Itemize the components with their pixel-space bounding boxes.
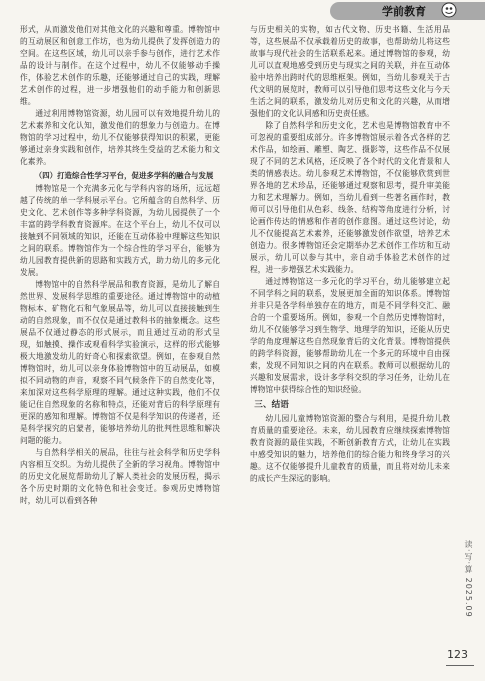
paragraph: 与自然科学相关的展品，往往与社会科学和历史学科内容相互交织。为幼儿提供了全新的学习视角。博物馆中的历史文化展览帮助幼儿了解人类社会的发展历程，揭示各个历史时期的文化特色和社会变迁。参观历史博物馆时，幼儿可以看到各种 bbox=[20, 448, 220, 505]
paragraph: 博物馆是一个充满多元化与学科内容的场所，远远超越了传统的单一学科展示平台。它所蕴含的自然科学、历史文化、艺术创作等多种学科资源，为幼儿园提供了一个丰富的跨学科教育资源库。在这个平台上，幼儿不仅可以接触到不同领域的知识，还能在互动体验中理解这些知识之间的联系。博物馆作为一个综合性的学习平台，能够为幼儿园教育提供新的思路和实践方式，助力幼儿的多元化发展。 bbox=[20, 184, 220, 277]
header-title: 学前教育 bbox=[382, 5, 426, 18]
journal-issue-label: 读·写·算 2025.09 bbox=[464, 540, 473, 618]
paragraph: 通过利用博物馆资源，幼儿园可以有效地提升幼儿的艺术素养和文化认知，激发他们的想象力与创造力。在博物馆的学习过程中，幼儿不仅能够获得知识的积累，更能够通过亲身实践和创作，培养其终生受益的艺术能力和文化素养。 bbox=[20, 109, 220, 166]
page-header bbox=[0, 0, 485, 22]
paragraph: 与历史相关的实物，如古代文物、历史书籍、生活用品等，这些展品不仅承载着历史的故事，也帮助幼儿将这些故事与现代社会的生活联系起来。通过博物馆的参观，幼儿可以直观地感受到历史与现实之间的关联，并在互动体验中培养出跨时代的思维框架。例如，当幼儿参观关于古代文明的展览时，教师可以引导他们思考这些文化与今天生活之间的联系，激发幼儿对历史和文化的兴趣，从而增强他们的文化认同感和历史责任感。 bbox=[250, 25, 450, 118]
paragraph: 形式，从而激发他们对其他文化的兴趣和尊重。博物馆中的互动展区和创意工作坊，也为幼儿提供了发挥创造力的空间。在这些区域，幼儿可以亲手参与创作，进行艺术作品的设计与制作。在这个过程中，幼儿不仅能够动手操作，体验艺术创作的乐趣，还能够通过自己的实践，理解艺术创作的过程，进一步增强他们的动手能力和创新思维。 bbox=[20, 25, 220, 106]
section-heading: 三、结语 bbox=[254, 400, 289, 410]
paragraph: 博物馆中的自然科学展品和教育资源，是幼儿了解自然世界、发展科学思维的重要途径。通过博物馆中的动植物标本、矿物化石和气象展品等，幼儿可以直接接触到生动的自然现象，而不仅仅是通过教科书的抽象概念。这些展品不仅通过静态的形式展示，而且通过互动的形式呈现，如触摸、操作或观看科学实验演示，这样的形式能够极大地激发幼儿的好奇心和探索欲望。例如，在参观自然博物馆时，幼儿可以亲身体验博物馆中的互动展品，如模拟不同动物的声音，观察不同气候条件下的自然变化等，来加深对这些科学原理的理解。通过这种实践，他们不仅能记住自然现象的名称和特点，还能对背后的科学原理有更深的感知和理解。博物馆不仅是科学知识的传递者，还是科学探究的启蒙者，能够培养幼儿的批判性思维和解决问题的能力。 bbox=[20, 280, 220, 445]
paragraph: 除了自然科学和历史文化，艺术也是博物馆教育中不可忽视的重要组成部分。许多博物馆展示着各式各样的艺术作品，如绘画、雕塑、陶艺、摄影等，这些作品不仅展现了不同的艺术风格，还反映了各个时代的文化背景和人类的情感表达。幼儿参观艺术博物馆，不仅能够欣赏到世界各地的艺术珍品，还能够通过观察和思考，提升审美能力和艺术理解力。例如，当幼儿看到一些著名画作时，教师可以引导他们从色彩、线条、结构等角度进行分析，讨论画作传达的情感和作者的创作意图。通过这些讨论，幼儿不仅能提高艺术素养，还能够激发创作欲望，培养艺术创造力。很多博物馆还会定期举办艺术创作工作坊和互动展示，幼儿可以参与其中，亲自动手体验艺术创作的过程，进一步增强艺术实践能力。 bbox=[250, 121, 450, 274]
right-column bbox=[250, 24, 450, 485]
subsection-heading: （四）打造综合性学习平台，促进多学科的融合与发展 bbox=[34, 171, 214, 180]
page-number-rule bbox=[446, 665, 474, 666]
left-column bbox=[20, 24, 220, 507]
paragraph: 通过博物馆这一多元化的学习平台，幼儿能够建立起不同学科之间的联系，发展更加全面的知识体系。博物馆并非只是各学科单独存在的地方，而是不同学科交汇、融合的一个重要场所。例如，参观一个自然历史博物馆时，幼儿不仅能够学习到生物学、地理学的知识，还能从历史学的角度理解这些自然现象背后的文化背景。博物馆提供的跨学科资源，能够帮助幼儿在一个多元的环境中自由探索，发现不同知识之间的内在联系。教师可以根据幼儿的兴趣和发展需求，设计多学科交织的学习任务，让幼儿在博物馆中获得综合性的知识经验。 bbox=[250, 277, 450, 394]
paragraph: 幼儿园儿童博物馆资源的整合与利用，是提升幼儿教育质量的重要途径。未来，幼儿园教育应继续探索博物馆教育资源的最佳实践，不断创新教育方式，让幼儿在实践中感受知识的魅力，培养他们的综合能力和终身学习的兴趣。这不仅能够提升儿童教育的质量，而且将对幼儿未来的成长产生深远的影响。 bbox=[250, 414, 450, 483]
page-number: 123 bbox=[447, 648, 468, 661]
journal-logo-icon bbox=[441, 2, 457, 18]
